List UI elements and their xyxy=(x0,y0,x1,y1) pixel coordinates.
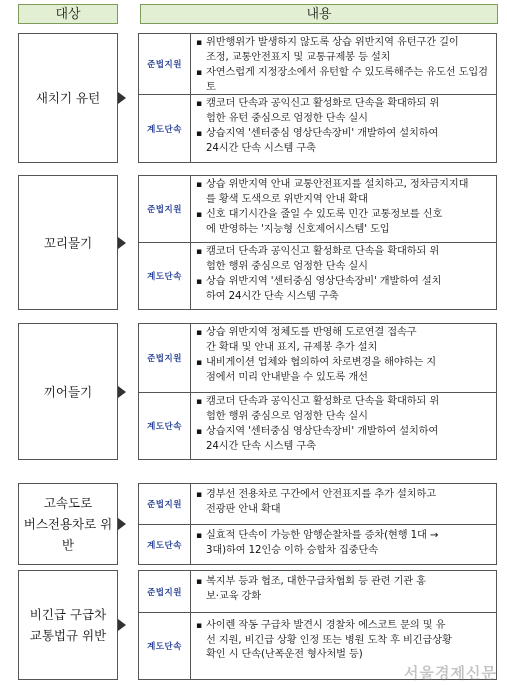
support-tag: 준법지원 xyxy=(139,176,191,242)
list-item: ▪ 상습 위반지역 '센터중심 영상단속장비' 개발하여 설치 하여 24시간 단속 시스템 구축 xyxy=(196,275,493,304)
subject-box xyxy=(18,483,118,565)
list-item: ▪ 캠코더 단속과 공익신고 활성화로 단속을 확대하되 위 험한 행위 중심으로 엄정한 단속 실시 xyxy=(196,395,493,424)
subject-label: 끼어들기 xyxy=(43,384,93,399)
watermark: 서울경제신문 xyxy=(404,664,497,682)
list-item: ▪ 자연스럽게 지정장소에서 유턴할 수 있도록해주는 유도선 도입검 토 xyxy=(196,66,493,95)
content-header: 내용 xyxy=(140,4,498,24)
support-row xyxy=(138,323,497,393)
enforce-row xyxy=(138,524,497,565)
support-tag: 준법지원 xyxy=(139,324,191,392)
group-bus-lane xyxy=(18,483,497,565)
list-item: ▪ 내비게이션 업체와 협의하여 차로변경을 해야하는 지 점에서 미리 안내받을 수 있도록 개선 xyxy=(196,356,493,385)
list-item: ▪ 실효적 단속이 가능한 암행순찰차를 증차(현행 1대 → 3대)하여 12인승 이하 승합차 집중단속 xyxy=(196,529,493,558)
subject-label: 꼬리물기 xyxy=(43,235,93,250)
arrow-icon xyxy=(118,92,126,104)
subject-header: 대상 xyxy=(18,4,118,24)
arrow-icon xyxy=(118,386,126,398)
subject-box xyxy=(18,323,118,460)
group-u-turn xyxy=(18,33,497,163)
enforce-row xyxy=(138,392,497,460)
support-row xyxy=(138,570,497,613)
enforce-tag: 계도단속 xyxy=(139,525,191,564)
arrow-icon xyxy=(118,237,126,249)
list-item: ▪ 상습지역 '센터중심 영상단속장비' 개발하여 설치하여 24시간 단속 시스템 구축 xyxy=(196,425,493,454)
group-tailgating xyxy=(18,175,497,310)
list-item: ▪ 경부선 전용차로 구간에서 안전표지를 추가 설치하고 전광판 안내 확대 xyxy=(196,488,493,517)
list-item: ▪ 상습지역 '센터중심 영상단속장비' 개발하여 설치하여 24시간 단속 시스템 구축 xyxy=(196,127,493,156)
subject-box xyxy=(18,33,118,163)
enforce-tag: 계도단속 xyxy=(139,95,191,162)
list-item: ▪ 신호 대기시간을 줄일 수 있도록 민간 교통정보를 신호 에 반영하는 '지능형 신호제어시스템' 도입 xyxy=(196,208,493,237)
subject-label: 비긴급 구급차 교통법규 위반 xyxy=(29,607,107,643)
subject-box xyxy=(18,175,118,310)
support-tag: 준법지원 xyxy=(139,571,191,612)
group-cutting-in xyxy=(18,323,497,460)
enforce-row xyxy=(138,242,497,310)
support-row xyxy=(138,33,497,95)
list-item: ▪ 캠코더 단속과 공익신고 활성화로 단속을 확대하되 위 험한 행위 중심으로 엄정한 단속 실시 xyxy=(196,245,493,274)
support-row xyxy=(138,483,497,525)
list-item: ▪ 위반행위가 발생하지 않도록 상습 위반지역 유턴구간 길이 조정, 교통안전표지 및 교통규제봉 등 설치 xyxy=(196,36,493,65)
list-item: ▪ 캠코더 단속과 공익신고 활성화로 단속을 확대하되 위 험한 유턴 중심으로 엄정한 단속 실시 xyxy=(196,97,493,126)
support-tag: 준법지원 xyxy=(139,34,191,94)
list-item: ▪ 상습 위반지역 정체도를 반영해 도로연결 접속구 간 확대 및 안내 표지, 규제봉 추가 설치 xyxy=(196,326,493,355)
arrow-icon xyxy=(118,518,126,530)
subject-label: 새치기 유턴 xyxy=(35,90,101,106)
list-item: ▪ 상습 위반지역 안내 교통안전표지를 설치하고, 정차금지지대 를 황색 도색으로 위반지역 안내 확대 xyxy=(196,178,493,207)
enforce-tag: 계도단속 xyxy=(139,613,191,679)
list-item: ▪ 사이렌 작동 구급차 발견시 경찰차 에스코트 문의 및 유 선 지원, 비긴급 상황 인정 또는 병원 도착 후 비긴급상황 확인 시 단속(난폭운전 형사처벌 등) xyxy=(196,619,493,663)
subject-box xyxy=(18,570,118,680)
list-item: ▪ 복지부 등과 협조, 대한구급차협회 등 관련 기관 홍 보·교육 강화 xyxy=(196,575,493,604)
subject-label: 고속도로 버스전용차로 위반 xyxy=(23,495,113,553)
arrow-icon xyxy=(118,619,126,631)
support-tag: 준법지원 xyxy=(139,484,191,524)
enforce-tag: 계도단속 xyxy=(139,393,191,459)
enforce-row xyxy=(138,94,497,163)
support-row xyxy=(138,175,497,243)
enforce-tag: 계도단속 xyxy=(139,243,191,309)
